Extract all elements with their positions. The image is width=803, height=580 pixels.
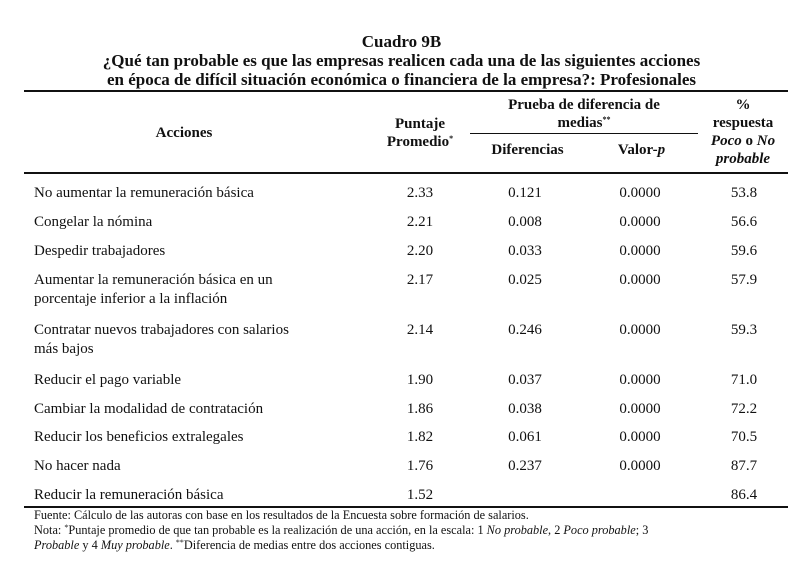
header-prueba <box>470 96 698 132</box>
header-prueba-text: medias <box>557 115 603 131</box>
header-valor-p <box>585 141 698 159</box>
header-pct-probable: probable <box>715 151 771 167</box>
cell-diferencias: 0.246 <box>508 322 542 338</box>
cell-diferencias: 0.061 <box>508 429 542 445</box>
header-valor-p-italic: p <box>657 142 666 158</box>
header-puntaje-text: Promedio <box>386 134 450 150</box>
header-puntaje-line1: Puntaje <box>395 116 445 132</box>
header-pct-respuesta: respuesta <box>712 115 774 131</box>
header-pct <box>698 96 788 168</box>
cell-accion: Reducir los beneficios extralegales <box>34 429 244 445</box>
nota-text4: y 4 <box>79 538 101 552</box>
cell-accion: No hacer nada <box>34 458 121 474</box>
cell-valor-p: 0.0000 <box>619 185 661 201</box>
table-title-line2: en época de difícil situación económica o financiera de la empresa?: Profesionales <box>106 70 697 89</box>
header-prueba-line1: Prueba de diferencia de <box>508 97 660 113</box>
cell-puntaje: 2.33 <box>406 185 434 201</box>
footnote-mark-double: ** <box>602 115 611 124</box>
cell-diferencias: 0.038 <box>508 401 542 417</box>
cell-pct: 59.3 <box>730 322 758 338</box>
cell-valor-p: 0.0000 <box>619 401 661 417</box>
nota-text6: Diferencia de medias entre dos acciones contiguas. <box>183 538 435 552</box>
cell-accion: Reducir el pago variable <box>34 372 182 388</box>
cell-valor-p: 0.0000 <box>619 272 661 288</box>
header-pct-no: No <box>756 133 776 149</box>
cell-pct: 87.7 <box>730 458 758 474</box>
cell-diferencias: 0.033 <box>508 243 542 259</box>
nota-text5: . <box>169 538 176 552</box>
cell-accion: porcentaje inferior a la inflación <box>34 291 228 307</box>
cell-diferencias: 0.237 <box>508 458 542 474</box>
cell-accion: Congelar la nómina <box>34 214 153 230</box>
cell-pct: 70.5 <box>730 429 758 445</box>
header-diferencias: Diferencias <box>491 142 564 158</box>
cell-accion: Contratar nuevos trabajadores con salarios <box>34 322 289 338</box>
nota-mark-single: * <box>64 523 69 532</box>
cell-pct: 71.0 <box>730 372 758 388</box>
cell-pct: 53.8 <box>730 185 758 201</box>
cell-pct: 56.6 <box>730 214 758 230</box>
footer-fuente: Fuente: Cálculo de las autoras con base en los resultados de la Encuesta sobre formación de salarios. <box>34 508 529 522</box>
header-pct-poco: Poco <box>710 133 742 149</box>
cell-accion: Despedir trabajadores <box>34 243 166 259</box>
footnote-mark-single: * <box>449 134 454 143</box>
table-number: Cuadro 9B <box>361 32 442 51</box>
cell-pct: 57.9 <box>730 272 758 288</box>
cell-diferencias: 0.008 <box>508 214 542 230</box>
footer-nota-line2 <box>34 538 794 553</box>
cell-valor-p: 0.0000 <box>619 458 661 474</box>
cell-puntaje: 2.17 <box>406 272 434 288</box>
nota-text3: ; 3 <box>635 523 649 537</box>
nota-muy-probable: Muy probable <box>100 538 170 552</box>
cell-valor-p: 0.0000 <box>619 372 661 388</box>
header-valor-text: Valor- <box>617 142 658 158</box>
nota-no-probable: No probable <box>486 523 549 537</box>
cell-puntaje: 1.90 <box>406 372 434 388</box>
nota-poco-probable: Poco probable <box>563 523 636 537</box>
cell-accion: más bajos <box>34 341 94 357</box>
cell-puntaje: 2.14 <box>406 322 434 338</box>
cell-pct: 72.2 <box>730 401 758 417</box>
header-pct-poco-no <box>698 132 788 150</box>
cell-puntaje: 1.86 <box>406 401 434 417</box>
cell-puntaje: 2.20 <box>406 243 434 259</box>
cell-diferencias: 0.025 <box>508 272 542 288</box>
header-acciones: Acciones <box>155 125 213 141</box>
header-pct-probable-line <box>698 150 788 168</box>
cell-valor-p: 0.0000 <box>619 322 661 338</box>
subheader-rule <box>470 133 698 134</box>
header-puntaje <box>365 115 475 151</box>
cell-pct: 86.4 <box>730 487 758 503</box>
cell-accion: Cambiar la modalidad de contratación <box>34 401 264 417</box>
cell-diferencias: 0.037 <box>508 372 542 388</box>
nota-probable: Probable <box>34 538 80 552</box>
cell-valor-p: 0.0000 <box>619 429 661 445</box>
nota-prefix: Nota: <box>34 523 65 537</box>
header-pct-o: o <box>741 133 757 149</box>
cell-valor-p: 0.0000 <box>619 214 661 230</box>
header-rule <box>24 172 788 174</box>
nota-text1: Puntaje promedio de que tan probable es la realización de una acción, en la escala: 1 <box>68 523 487 537</box>
cell-diferencias: 0.121 <box>508 185 542 201</box>
cell-accion: No aumentar la remuneración básica <box>34 185 254 201</box>
cell-puntaje: 1.82 <box>406 429 434 445</box>
table-title-line1: ¿Qué tan probable es que las empresas realicen cada una de las siguientes acciones <box>102 51 701 70</box>
cell-accion: Aumentar la remuneración básica en un <box>34 272 273 288</box>
cell-accion: Reducir la remuneración básica <box>34 487 224 503</box>
cell-puntaje: 2.21 <box>406 214 434 230</box>
nota-mark-double: ** <box>175 538 184 547</box>
cell-valor-p: 0.0000 <box>619 243 661 259</box>
header-pct-symbol: % <box>735 97 751 113</box>
cell-puntaje: 1.52 <box>406 487 434 503</box>
nota-text2: , 2 <box>548 523 564 537</box>
header-prueba-line2 <box>470 114 698 132</box>
cell-pct: 59.6 <box>730 243 758 259</box>
footer-nota <box>34 523 794 538</box>
header-puntaje-line2 <box>365 133 475 151</box>
cell-puntaje: 1.76 <box>406 458 434 474</box>
top-rule <box>24 90 788 92</box>
